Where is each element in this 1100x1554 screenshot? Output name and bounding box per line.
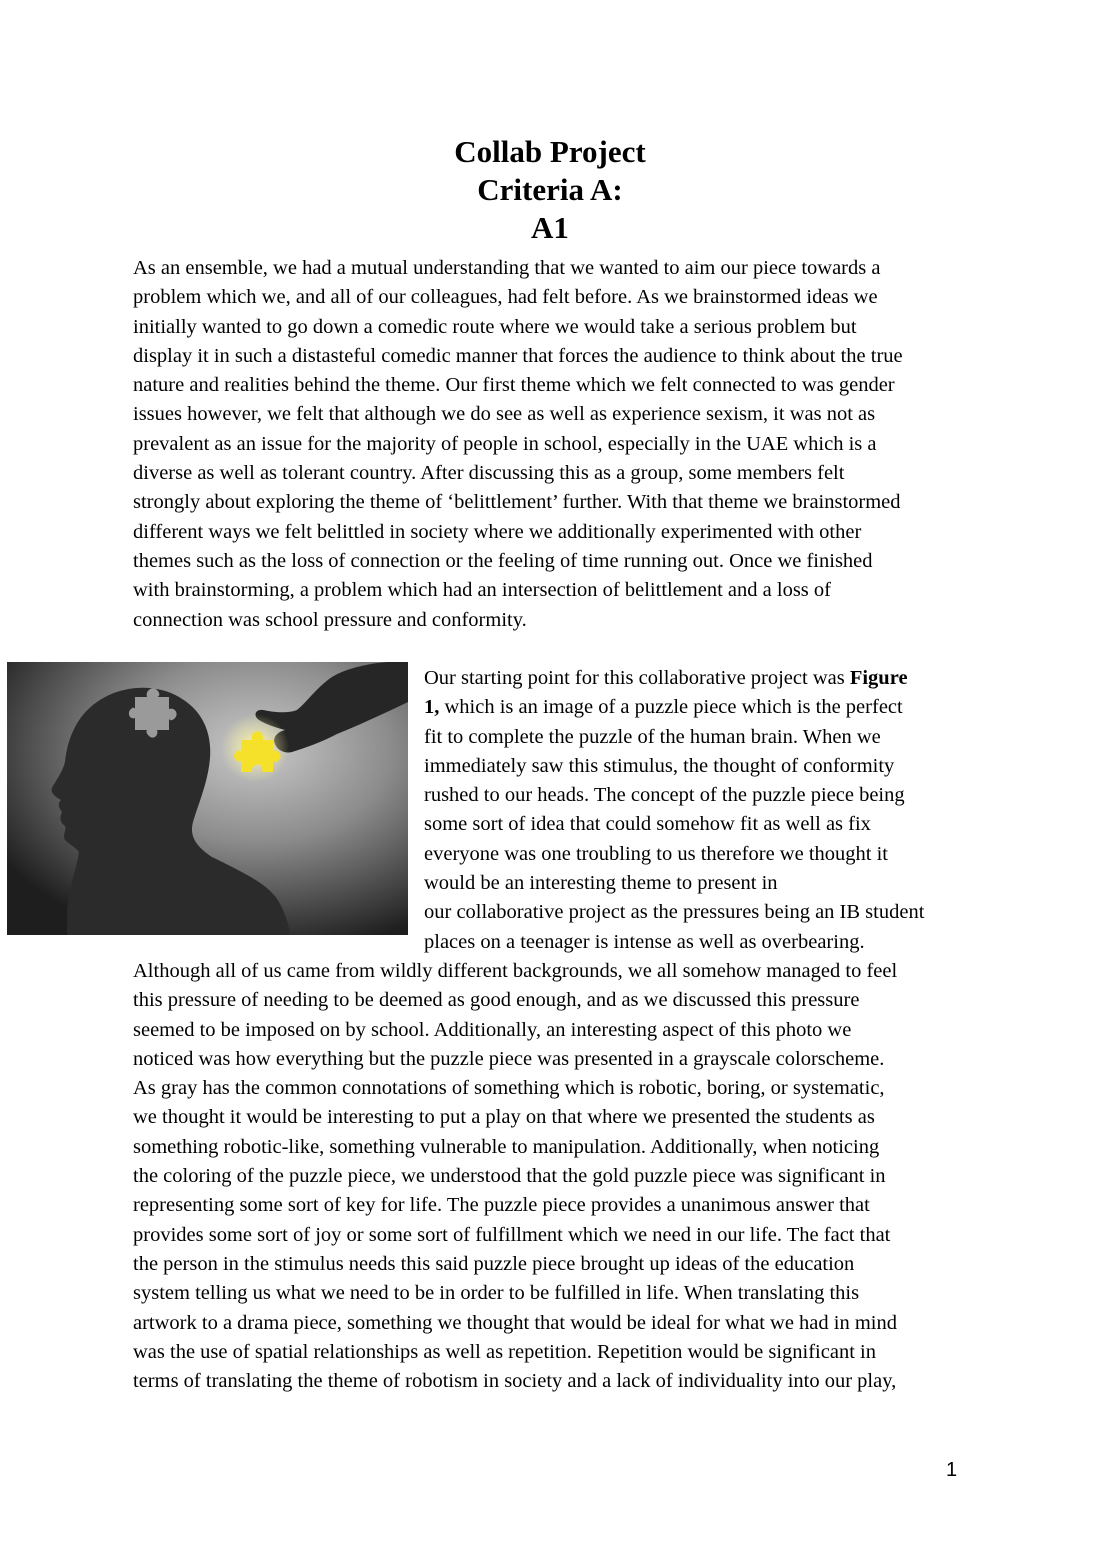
text-line: immediately saw this stimulus, the thought of conformity bbox=[424, 754, 895, 777]
text-line: problem which we, and all of our colleagues, had felt before. As we brainstormed ideas we bbox=[133, 286, 878, 309]
text-line: provides some sort of joy or some sort of fulfillment which we need in our life. The fact that bbox=[133, 1223, 891, 1246]
text-line: our collaborative project as the pressures being an IB student bbox=[424, 901, 925, 924]
text-line: initially wanted to go down a comedic route where we would take a serious problem but bbox=[133, 315, 857, 338]
text-line: prevalent as an issue for the majority of people in school, especially in the UAE which is a bbox=[133, 432, 877, 455]
page-title: Collab Project bbox=[454, 134, 646, 169]
text-line: something robotic-like, something vulnerable to manipulation. Additionally, when noticing bbox=[133, 1135, 880, 1158]
text-line: fit to complete the puzzle of the human brain. When we bbox=[424, 725, 881, 748]
figure-reference: Figure bbox=[849, 667, 908, 689]
figure-1-image bbox=[7, 662, 408, 935]
text-line: Although all of us came from wildly different backgrounds, we all somehow managed to feel bbox=[133, 960, 898, 982]
text-line: artwork to a drama piece, something we thought that would be ideal for what we had in mind bbox=[133, 1311, 897, 1334]
text-line: noticed was how everything but the puzzle piece was presented in a grayscale colorscheme. bbox=[133, 1047, 885, 1070]
paragraph-analysis bbox=[133, 957, 897, 1396]
text-line: nature and realities behind the theme. Our first theme which we felt connected to was gender bbox=[133, 374, 895, 397]
text-line: seemed to be imposed on by school. Additionally, an interesting aspect of this photo we bbox=[133, 1018, 852, 1041]
text-line: the person in the stimulus needs this said puzzle piece brought up ideas of the education bbox=[133, 1252, 855, 1275]
text-line: display it in such a distasteful comedic manner that forces the audience to think about the true bbox=[133, 344, 903, 367]
text-line: everyone was one troubling to us therefore we thought it bbox=[424, 842, 888, 865]
text-line: As gray has the common connotations of something which is robotic, boring, or systematic, bbox=[133, 1077, 885, 1100]
text-line: representing some sort of key for life. The puzzle piece provides a unanimous answer that bbox=[133, 1194, 870, 1217]
text-line: diverse as well as tolerant country. After discussing this as a group, some members felt bbox=[133, 462, 845, 485]
text-line: strongly about exploring the theme of ‘belittlement’ further. With that theme we brainstormed bbox=[133, 491, 901, 514]
text-line: connection was school pressure and conformity. bbox=[133, 608, 527, 631]
text-line: system telling us what we need to be in order to be fulfilled in life. When translating this bbox=[133, 1282, 860, 1305]
text-line: we thought it would be interesting to put a play on that where we presented the students as bbox=[133, 1106, 875, 1129]
text-line: places on a teenager is intense as well as overbearing. bbox=[424, 930, 865, 953]
text-fragment: which is an image of a puzzle piece which is the perfect bbox=[439, 696, 903, 719]
paragraph-intro bbox=[133, 254, 903, 635]
text-line: rushed to our heads. The concept of the puzzle piece being bbox=[424, 784, 905, 807]
text-line: this pressure of needing to be deemed as good enough, and as we discussed this pressure bbox=[133, 989, 860, 1012]
text-line: the coloring of the puzzle piece, we understood that the gold puzzle piece was significant in bbox=[133, 1165, 886, 1188]
page-subtitle: Criteria A: bbox=[477, 172, 623, 207]
figure-reference: 1, bbox=[424, 696, 440, 719]
text-line: As an ensemble, we had a mutual understanding that we wanted to aim our piece towards a bbox=[133, 257, 881, 279]
text-line: terms of translating the theme of robotism in society and a lack of individuality into our play, bbox=[133, 1370, 897, 1393]
text-line: was the use of spatial relationships as well as repetition. Repetition would be significant in bbox=[133, 1340, 876, 1363]
text-line bbox=[424, 693, 924, 722]
text-line bbox=[424, 664, 924, 693]
text-line: different ways we felt belittled in society where we additionally experimented with other bbox=[133, 520, 862, 543]
text-line: some sort of idea that could somehow fit as well as fix bbox=[424, 813, 871, 836]
heading-block bbox=[0, 133, 1100, 247]
text-line: with brainstorming, a problem which had an intersection of belittlement and a loss of bbox=[133, 579, 831, 602]
text-line: issues however, we felt that although we do see as well as experience sexism, it was not as bbox=[133, 403, 876, 426]
text-line: themes such as the loss of connection or the feeling of time running out. Once we finished bbox=[133, 549, 873, 572]
page-number: 1 bbox=[946, 1459, 958, 1481]
paragraph-figure bbox=[424, 664, 924, 957]
section-heading: A1 bbox=[531, 210, 569, 245]
text-fragment: Our starting point for this collaborative project was bbox=[424, 667, 850, 689]
text-line: would be an interesting theme to present in bbox=[424, 872, 778, 895]
